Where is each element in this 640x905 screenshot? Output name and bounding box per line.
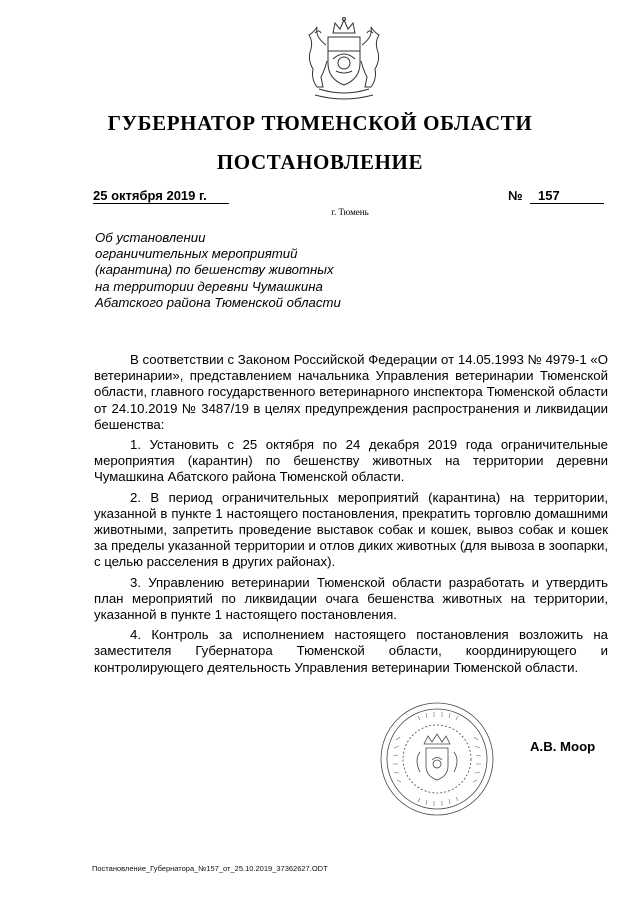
subject-line: на территории деревни Чумашкина xyxy=(95,278,323,294)
city-label: г. Тюмень xyxy=(331,207,369,217)
number-label: № xyxy=(508,188,523,203)
subject-line: Абатского района Тюменской области xyxy=(95,294,341,310)
document-date: 25 октября 2019 г. xyxy=(93,188,229,204)
document-body xyxy=(94,352,608,680)
subject-line: ограничительных мероприятий xyxy=(95,246,298,262)
item-3-paragraph: 3. Управлению ветеринарии Тюменской области разработать и утвердить план мероприятий по ликвидации очага бешенства животных на территории, указанной в пункте 1 настоящего постановления. xyxy=(94,574,608,623)
item-2-paragraph: 2. В период ограничительных мероприятий (карантина) на территории, указанной в пункте 1 настоящего постановления, прекратить торговлю домашними животными, запретить проведение выставок собак и кошек, вывоз собак и кошек за пределы указанной территории и отлов диких животных (для вывоза в зоопарки, с целью расселения в других районах). xyxy=(94,489,608,570)
subject-line: Об установлении xyxy=(95,230,206,245)
preamble-paragraph: В соответствии с Законом Российской Федерации от 14.05.1993 № 4979-1 «О ветеринарии», представлением начальника Управления ветеринарии Тюменской области, главного государственного ветеринарного инспектора Тюменской области от 24.10.2019 № 3487/19 в целях предупреждения распространения и ликвидации бешенства: xyxy=(94,352,608,432)
document-type: ПОСТАНОВЛЕНИЕ xyxy=(216,150,424,174)
document-number-value: 157 xyxy=(538,188,560,203)
signer-name: А.В. Моор xyxy=(530,739,596,754)
item-1-paragraph: 1. Установить с 25 октября по 24 декабря 2019 года ограничительные мероприятия (карантин) по бешенству животных на территории деревни Чумашкина Абатского района Тюменской области. xyxy=(94,437,608,485)
document-subject xyxy=(95,230,395,311)
subject-line: (карантина) по бешенству животных xyxy=(95,262,334,278)
issuer-title: ГУБЕРНАТОР ТЮМЕНСКОЙ ОБЛАСТИ xyxy=(107,111,533,135)
tyumen-coat-of-arms-icon xyxy=(295,15,393,103)
file-footer: Постановление_Губернатора_№157_от_25.10.2019_37362627.ODT xyxy=(92,864,328,873)
official-seal-icon xyxy=(378,700,496,818)
document-number xyxy=(530,188,604,204)
item-4-paragraph: 4. Контроль за исполнением настоящего постановления возложить на заместителя Губернатора Тюменской области, координирующего и контролирующего деятельность Управления ветеринарии Тюменской области. xyxy=(94,627,608,675)
